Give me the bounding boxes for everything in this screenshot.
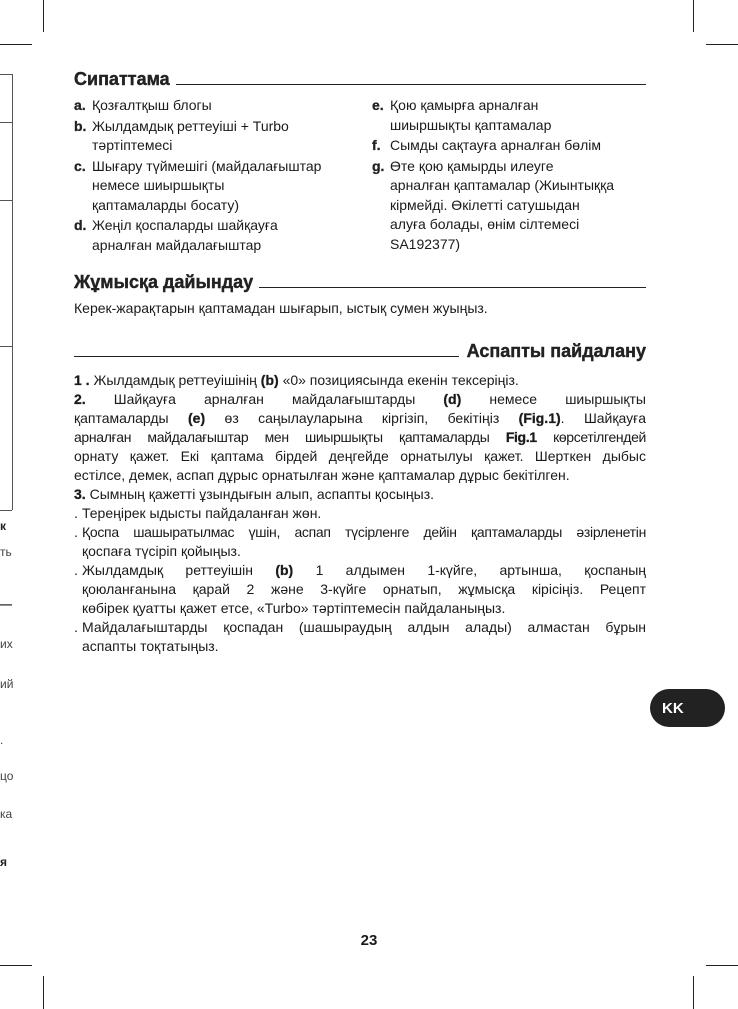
usage-title: Аспапты пайдалану <box>466 341 646 361</box>
crop-mark <box>706 965 738 966</box>
tip-item <box>74 523 646 561</box>
tip-text: Тереңірек ыдысты пайдаланған жөн. <box>82 505 322 521</box>
step-2 <box>74 390 646 485</box>
step-line: естілсе, демек, аспап дұрыс орнатылған және қаптамалар дұрыс бекітілген. <box>74 467 570 483</box>
item-letter: e. <box>372 97 384 113</box>
step-number: 2. <box>74 391 86 407</box>
margin-fragment: цо <box>0 769 14 783</box>
item-letter: d. <box>74 217 87 233</box>
bullet-dot: . <box>74 505 78 521</box>
tip-item <box>74 618 646 656</box>
part-reference: (b) <box>260 372 279 388</box>
description-title: Сипаттама <box>74 69 170 89</box>
list-item <box>372 96 652 135</box>
heading-rule <box>259 287 646 288</box>
step-line: орнату қажет. Екі қаптама бірдей деңгейде орнатылуы қажет. Шерткен дыбыс <box>74 448 646 464</box>
tip-text: Қоспа шашыратылмас үшін, аспап түсірленге дейін қаптамаларды әзірленетін <box>82 524 646 540</box>
item-text: арналған қаптамалар (Жиынтыққа <box>390 177 615 193</box>
item-text: Сымды сақтауға арналған бөлім <box>390 137 601 153</box>
tip-text: 1 алдымен 1-күйге, артынша, қоспаның <box>315 562 647 578</box>
bullet-dot: . <box>74 524 78 540</box>
margin-fragment: ка <box>0 807 13 821</box>
heading-rule <box>74 356 459 357</box>
item-text: немесе шиыршықты <box>92 177 225 193</box>
margin-border <box>12 74 13 510</box>
item-letter: f. <box>372 137 381 153</box>
tip-line: аспапты тоқтатыңыз. <box>82 638 219 654</box>
figure-reference: Fig.1 <box>505 429 537 445</box>
step-text: қаптамаларды <box>74 410 169 426</box>
margin-fragment: ть <box>0 545 12 559</box>
margin-tick <box>0 510 12 511</box>
tip-item <box>74 504 646 523</box>
item-text: Өте қою қамырды илеуге <box>390 157 554 174</box>
list-item <box>74 117 364 156</box>
margin-tick <box>0 74 12 75</box>
margin-tick <box>0 200 12 201</box>
part-reference: (d) <box>443 391 462 407</box>
list-item <box>74 96 364 116</box>
tip-line <box>82 561 646 580</box>
preparation-heading <box>74 272 646 293</box>
tip-line: Майдалағыштарды қоспадан (шашыраудың алдын алады) алмастан бұрын <box>82 619 646 635</box>
step-text: «0» позициясында екенін тексеріңіз. <box>282 372 519 388</box>
crop-mark <box>693 0 694 32</box>
list-item <box>74 216 364 255</box>
item-text: алуға болады, өнім сілтемесі <box>390 216 580 232</box>
item-text: Қозғалтқыш блогы <box>92 97 212 113</box>
description-list-left <box>74 96 364 256</box>
item-text: шиыршықты қаптамалар <box>390 116 552 133</box>
heading-rule <box>176 84 646 85</box>
item-text: Жылдамдық реттеуіші + Turbo <box>92 117 289 134</box>
tip-item <box>74 561 646 618</box>
step-3 <box>74 485 646 504</box>
item-text: қаптамаларды босату) <box>92 196 239 213</box>
item-letter: c. <box>74 157 86 174</box>
description-heading <box>74 69 646 90</box>
margin-fragment: к <box>0 519 7 533</box>
step-number: 1 . <box>74 372 90 388</box>
margin-tick <box>0 122 12 123</box>
crop-mark <box>0 965 32 966</box>
step-text: Сымның қажетті ұзындығын алып, аспапты қосыңыз. <box>89 486 434 502</box>
crop-mark <box>706 44 738 45</box>
crop-mark <box>693 976 694 1009</box>
item-letter: a. <box>74 97 86 113</box>
step-text: өз саңылауларына кіргізіп, бекітіңіз <box>224 410 500 426</box>
step-text: көрсетілгендей <box>553 429 646 445</box>
step-text: . Шайқауға <box>560 410 647 426</box>
part-reference: (e) <box>188 410 206 426</box>
step-text: немесе шиыршықты <box>489 391 646 407</box>
item-text: кірмейді. Өкілетті сатушыдан <box>390 196 580 213</box>
step-text: Шайқауға арналған майдалағыштарды <box>113 391 416 407</box>
crop-mark <box>43 0 44 32</box>
part-reference: (b) <box>275 562 294 578</box>
step-line <box>74 390 646 409</box>
description-list-right <box>372 96 652 255</box>
margin-tick <box>0 346 12 347</box>
margin-fragment: их <box>0 637 13 651</box>
figure-reference: (Fig.1) <box>518 410 561 426</box>
margin-fragment: . <box>0 733 4 747</box>
step-line <box>74 428 646 447</box>
item-text: Қою қамырға арналған <box>390 97 539 113</box>
item-text: арналған майдалағыштар <box>92 236 262 253</box>
language-badge: KK <box>650 689 725 727</box>
step-text: Жылдамдық реттеуішінің <box>93 372 257 388</box>
list-item <box>372 157 652 255</box>
crop-mark <box>0 44 32 45</box>
bullet-dot: . <box>74 619 78 635</box>
page-number: 23 <box>360 932 378 949</box>
item-text: Жеңіл қоспаларды шайқауға <box>92 217 278 233</box>
item-letter: b. <box>74 117 87 134</box>
tip-line: қоюланғанына қарай 2 және 3-күйге орнатып, жұмысқа кірісіңіз. Рецепт <box>82 581 646 597</box>
usage-steps <box>74 371 646 656</box>
usage-heading <box>74 341 646 362</box>
preparation-text: Керек-жарақтарын қаптамадан шығарып, ыстық сумен жуыңыз. <box>74 300 488 316</box>
tip-text: Жылдамдық реттеуішін <box>82 562 254 578</box>
margin-fragment: ий <box>0 677 14 691</box>
item-letter: g. <box>372 157 385 174</box>
margin-fragment: я <box>0 855 8 869</box>
step-text: арналған майдалағыштар мен шиыршықты қаптамаларды <box>74 429 490 445</box>
list-item <box>372 136 652 156</box>
list-item <box>74 157 364 216</box>
item-text: SA192377) <box>390 235 461 252</box>
step-1 <box>74 371 646 390</box>
item-text: тәртіптемесі <box>92 137 173 153</box>
tip-line: көбірек қуатты қажет етсе, «Turbo» тәртіптемесін пайдаланыңыз. <box>82 600 506 616</box>
bullet-dot: . <box>74 562 78 578</box>
crop-mark <box>43 976 44 1009</box>
item-text: Шығару түймешігі (майдалағыштар <box>92 157 322 174</box>
tip-text: қоспаға түсіріп қойыңыз. <box>82 543 241 559</box>
margin-fragment: — <box>0 597 12 611</box>
preparation-title: Жұмысқа дайындау <box>74 272 254 292</box>
step-line <box>74 409 646 428</box>
step-number: 3. <box>74 486 86 502</box>
